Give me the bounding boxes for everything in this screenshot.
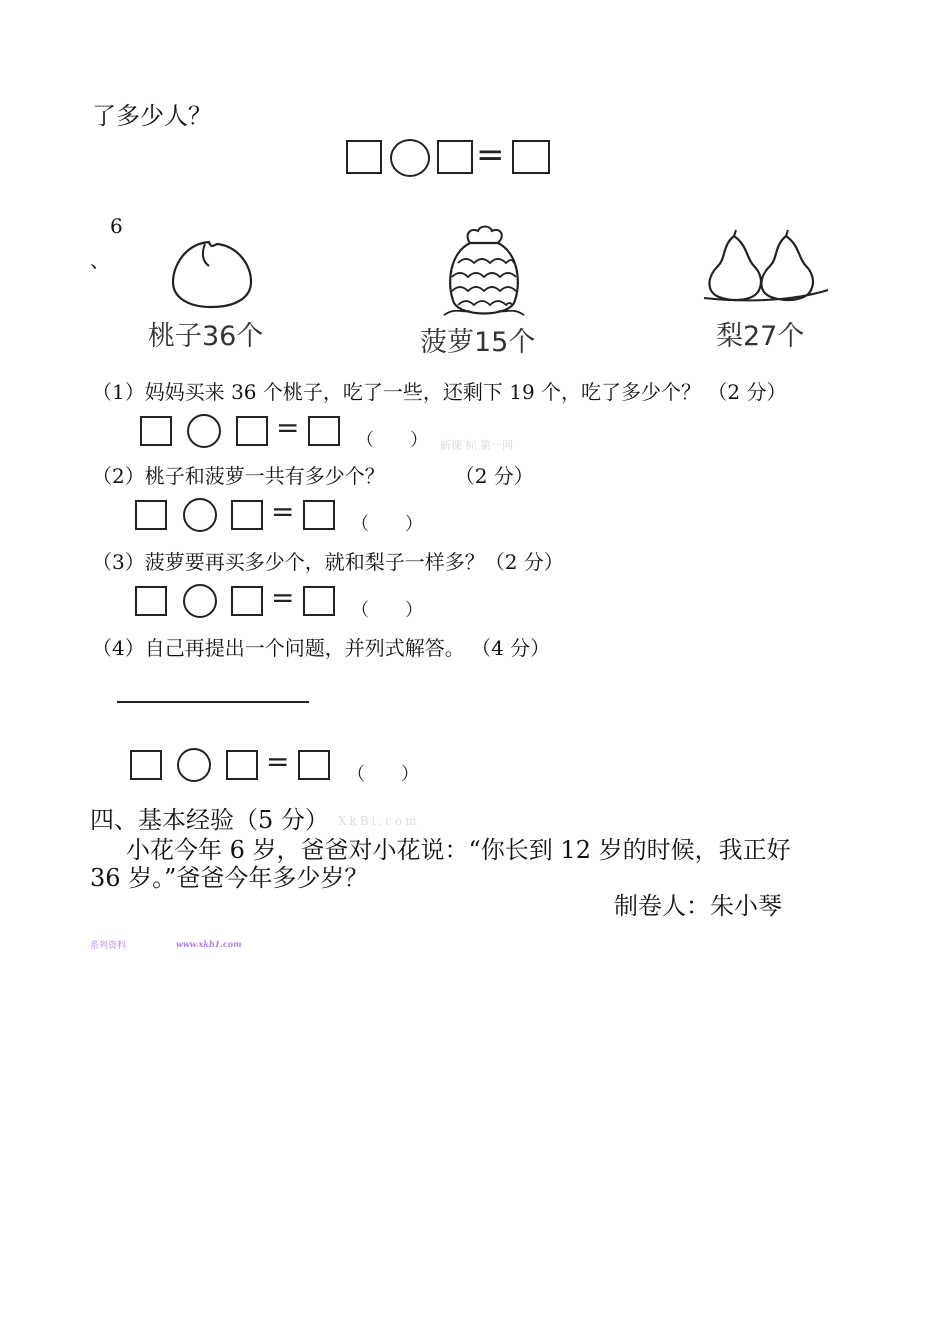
watermark-text: XkBi.com xyxy=(338,814,420,828)
problem-number: 6 xyxy=(110,214,123,238)
previous-question-tail: 了多少人？ xyxy=(92,102,212,130)
answer-box[interactable] xyxy=(231,500,263,530)
fruit-label-pineapple: 菠萝15个 xyxy=(420,327,536,358)
footer-watermark-left: 系列资料 xyxy=(90,941,127,951)
section-heading: 四、基本经验（5 分） xyxy=(90,806,329,834)
answer-box[interactable] xyxy=(236,416,268,446)
operator-circle[interactable] xyxy=(183,498,217,532)
peach-icon xyxy=(165,236,260,312)
section-body-line-2: 36 岁。”爸爸今年多少岁？ xyxy=(90,864,369,892)
section-body-line-1: 小花今年 6 岁，爸爸对小花说：“你长到 12 岁的时候，我正好 xyxy=(126,836,791,864)
pear-icon xyxy=(700,228,830,302)
pineapple-icon xyxy=(440,225,528,321)
answer-parentheses: （ ） xyxy=(356,430,428,451)
equals-sign: = xyxy=(271,495,295,528)
answer-box[interactable] xyxy=(298,750,330,780)
operator-circle xyxy=(390,139,430,177)
operator-circle[interactable] xyxy=(183,584,217,618)
answer-parentheses: （ ） xyxy=(347,764,419,785)
answer-box[interactable] xyxy=(140,416,172,446)
answer-box[interactable] xyxy=(130,750,162,780)
answer-box[interactable] xyxy=(135,500,167,530)
question-4: （4）自己再提出一个问题，并列式解答。 （4 分） xyxy=(92,636,551,660)
answer-box xyxy=(346,140,382,174)
equals-sign: = xyxy=(476,135,505,175)
equals-sign: = xyxy=(276,411,300,444)
answer-box[interactable] xyxy=(231,586,263,616)
footer-watermark-right: www.xkb1.com xyxy=(176,939,242,949)
answer-box[interactable] xyxy=(226,750,258,780)
answer-box[interactable] xyxy=(308,416,340,446)
equals-sign: = xyxy=(271,581,295,614)
answer-box[interactable] xyxy=(135,586,167,616)
answer-box[interactable] xyxy=(303,586,335,616)
operator-circle[interactable] xyxy=(187,414,221,448)
equals-sign: = xyxy=(266,745,290,778)
fruit-label-peach: 桃子36个 xyxy=(148,321,264,352)
answer-box xyxy=(512,140,550,174)
problem-mark: 、 xyxy=(90,248,110,272)
author-line: 制卷人：朱小琴 xyxy=(614,892,782,920)
answer-parentheses: （ ） xyxy=(351,600,423,621)
fruit-label-pear: 梨27个 xyxy=(716,321,805,352)
question-2: （2）桃子和菠萝一共有多少个？ （2 分） xyxy=(92,464,534,488)
answer-parentheses: （ ） xyxy=(351,514,423,535)
answer-box xyxy=(437,140,473,174)
answer-box[interactable] xyxy=(303,500,335,530)
question-blank-line[interactable] xyxy=(117,701,309,703)
question-1: （1）妈妈买来 36 个桃子，吃了一些，还剩下 19 个，吃了多少个？ （2 分） xyxy=(92,380,787,404)
operator-circle[interactable] xyxy=(177,748,211,782)
question-3: （3）菠萝要再买多少个，就和梨子一样多？（2 分） xyxy=(92,550,564,574)
watermark-text: 新课 标 第一网 xyxy=(440,439,513,452)
